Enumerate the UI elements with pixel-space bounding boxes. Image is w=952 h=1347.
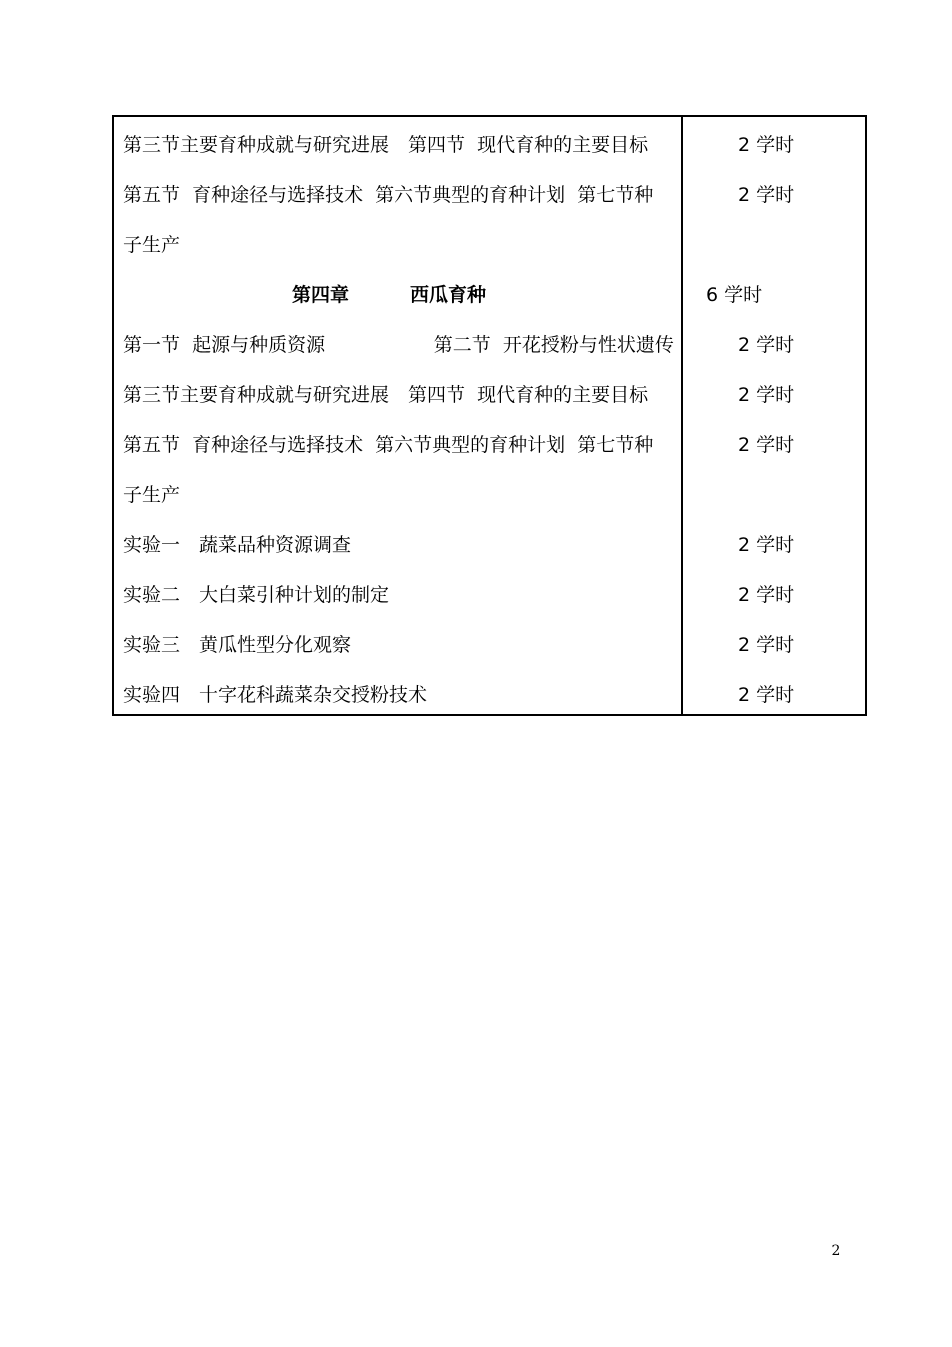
table-row: [114, 170, 865, 220]
hours-value: 2 学时: [738, 334, 795, 356]
table-row: [114, 220, 865, 270]
hours-value: 2 学时: [738, 434, 795, 456]
syllabus-table: [112, 115, 867, 716]
experiment-text: 实验四 十字花科蔬菜杂交授粉技术: [123, 684, 428, 706]
section-text: 第三节主要育种成就与研究进展 第四节 现代育种的主要目标: [123, 384, 649, 406]
experiment-text: 实验一 蔬菜品种资源调查: [123, 534, 352, 556]
table-row: [114, 420, 865, 470]
page-number: 2: [831, 1243, 841, 1259]
table-row: [114, 120, 865, 170]
section-text: 子生产: [123, 234, 181, 256]
table-row: [114, 370, 865, 420]
section-text: 子生产: [123, 484, 181, 506]
experiment-text: 实验三 黄瓜性型分化观察: [123, 634, 352, 656]
table-row: [114, 670, 865, 720]
hours-value: 2 学时: [738, 534, 795, 556]
section-text: 第五节 育种途径与选择技术 第六节典型的育种计划 第七节种: [123, 434, 654, 456]
chapter-number: 第四章: [292, 284, 350, 306]
hours-value: [738, 220, 858, 270]
table-row: [114, 570, 865, 620]
hours-value: 2 学时: [738, 634, 795, 656]
hours-value: [738, 470, 858, 520]
section-text: 第三节主要育种成就与研究进展 第四节 现代育种的主要目标: [123, 134, 649, 156]
chapter-name: 西瓜育种: [410, 284, 487, 306]
hours-value: 2 学时: [738, 134, 795, 156]
experiment-text: 实验二 大白菜引种计划的制定: [123, 584, 390, 606]
hours-value: 2 学时: [738, 584, 795, 606]
hours-value: 2 学时: [738, 384, 795, 406]
table-row: [114, 320, 865, 370]
chapter-row: [114, 270, 865, 320]
table-row: [114, 620, 865, 670]
section-text: 第一节 起源与种质资源 第二节 开花授粉与性状遗传: [123, 334, 674, 356]
hours-value: 2 学时: [738, 684, 795, 706]
table-row: [114, 520, 865, 570]
hours-value: 2 学时: [738, 184, 795, 206]
section-text: 第五节 育种途径与选择技术 第六节典型的育种计划 第七节种: [123, 184, 654, 206]
chapter-hours-value: 6 学时: [706, 284, 763, 306]
table-row: [114, 470, 865, 520]
